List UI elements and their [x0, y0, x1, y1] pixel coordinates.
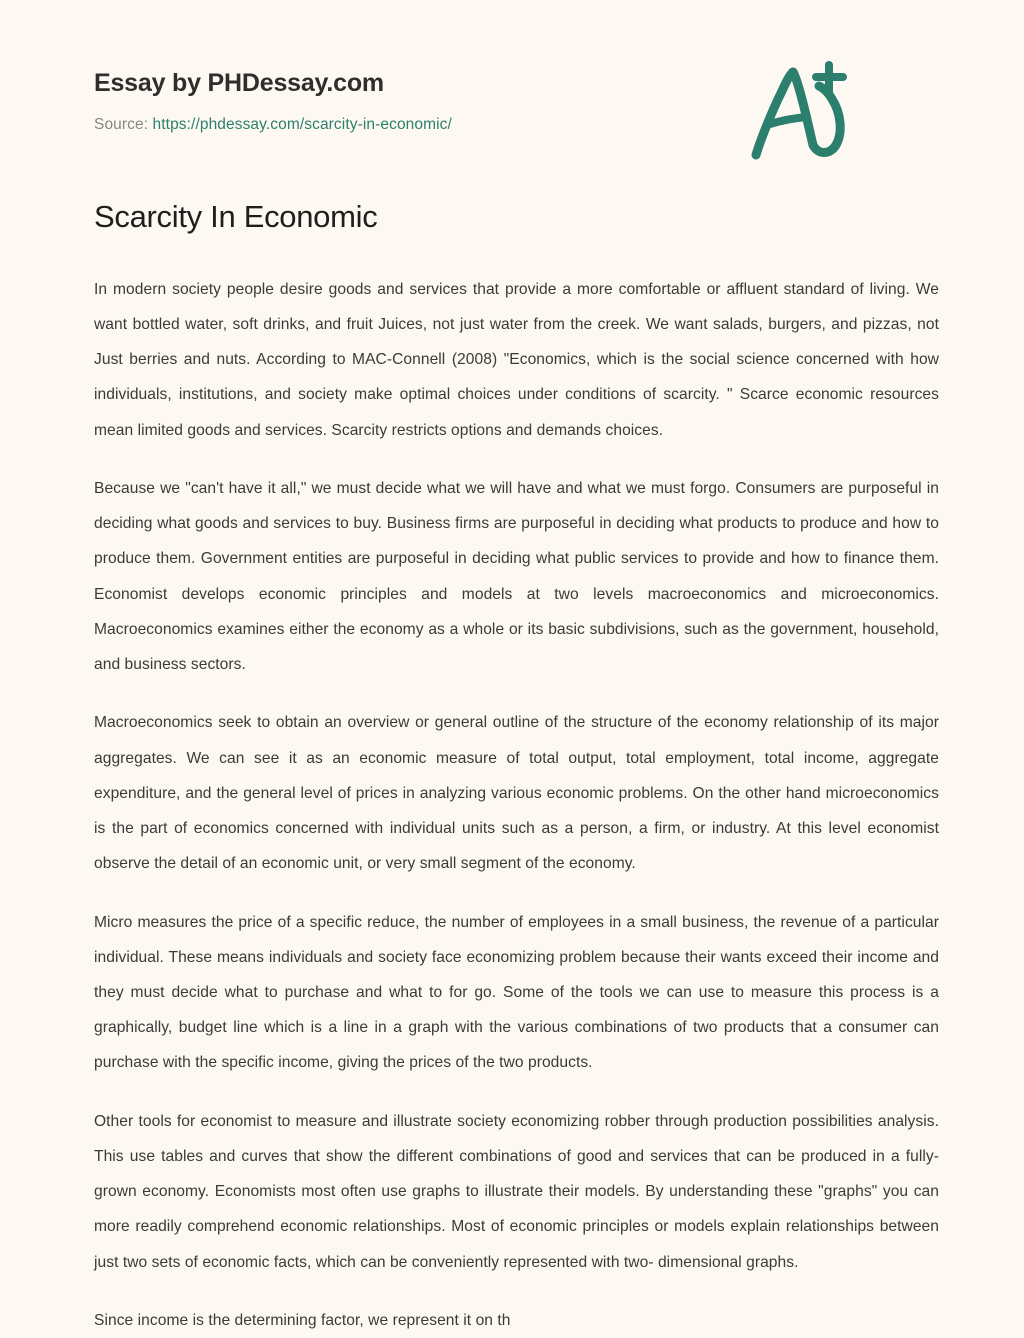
essay-body — [94, 272, 939, 1338]
paragraph: Macroeconomics seek to obtain an overview or general outline of the structure of the economy relationship of its major aggregates. We can see it as an economic measure of total output, total employment, total income, aggregate expenditure, and the general level of prices in analyzing various economic problems. On the other hand microeconomics is the part of economics concerned with individual units such as a person, a firm, or industry. At this level economist observe the detail of an economic unit, or very small segment of the economy. — [94, 714, 939, 873]
paragraph: Micro measures the price of a specific reduce, the number of employees in a small business, the revenue of a particular individual. These means individuals and society face economizing problem because their wants exceed their income and they must decide what to purchase and what to for go. Some of the tools we can use to measure this process is a graphically, budget line which is a line in a graph with the various combinations of two products that a consumer can purchase with the specific income, giving the prices of the two products. — [94, 913, 939, 1072]
aplus-logo-icon — [738, 55, 858, 165]
paragraph: Other tools for economist to measure and illustrate society economizing robber through production possibilities analysis. This use tables and curves that show the different combinations of good and services that can be produced in a fully- grown economy. Economists most often use graphs to illustrate their models. By understanding these "graphs" you can more readily comprehend economic relationships. Most of economic principles or models explain relationships between just two sets of economic facts, which can be conveniently represented with two- dimensional graphs. — [94, 1112, 939, 1271]
document-header — [94, 0, 930, 134]
source-url-link[interactable]: https://phdessay.com/scarcity-in-economic/ — [152, 116, 452, 133]
brand-title: Essay by PHDessay.com — [94, 69, 384, 97]
paragraph: In modern society people desire goods and services that provide a more comfortable or affluent standard of living. We want bottled water, soft drinks, and fruit Juices, not just water from the creek. We want salads, burgers, and pizzas, not Just berries and nuts. According to MAC-Connell (2008) "Economics, which is the social science concerned with how individuals, institutions, and society make optimal choices under conditions of scarcity. " Scarce economic resources mean limited goods and services. Scarcity restricts options and demands choices. — [94, 280, 939, 439]
paragraph-truncated: Since income is the determining factor, we represent it on th — [94, 1311, 511, 1329]
page-title: Scarcity In Economic — [94, 199, 378, 234]
source-label: Source: — [94, 116, 153, 133]
paragraph: Because we "can't have it all," we must decide what we will have and what we must forgo. Consumers are purposeful in deciding what goods and services to buy. Business firms are purposeful in deciding what products to produce and how to produce them. Government entities are purposeful in deciding what public services to provide and how to finance them. Economist develops economic principles and models at two levels macroeconomics and microeconomics. Macroeconomics examines either the economy as a whole or its basic subdivisions, such as the government, household, and business sectors. — [94, 479, 939, 674]
